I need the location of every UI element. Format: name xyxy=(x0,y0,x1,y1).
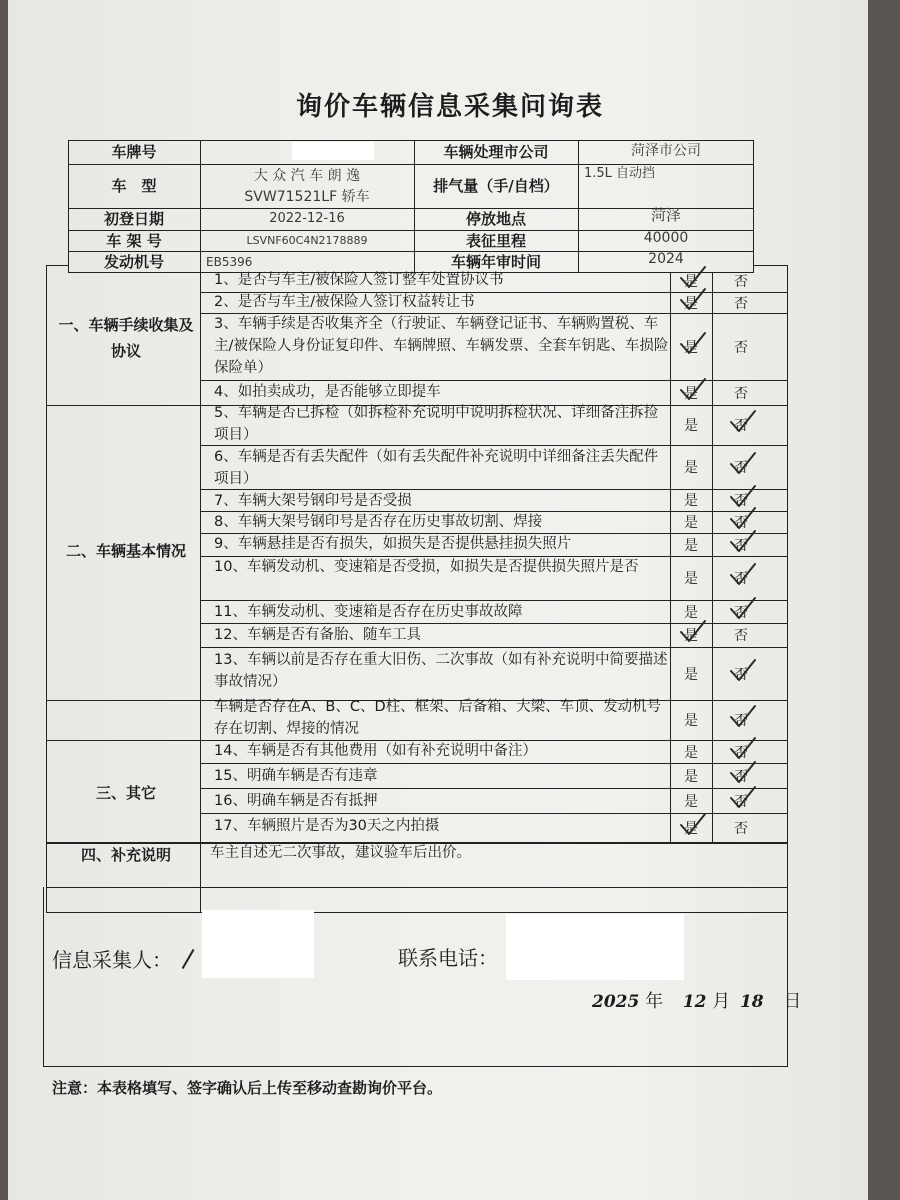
location-label: 停放地点 xyxy=(465,210,526,228)
question-9: 9、车辆悬挂是否有损失，如损失是否提供悬挂损失照片 xyxy=(214,536,572,552)
question-12: 12、车辆是否有备胎、随车工具 xyxy=(214,627,421,643)
question-2: 2、是否与车主/被保险人签订权益转让书 xyxy=(214,294,475,310)
section-3-label: 三、其它 xyxy=(95,784,156,802)
collector-label: 信息采集人： xyxy=(52,948,172,972)
yes-option-6[interactable]: 是 xyxy=(684,460,698,476)
date-year-unit: 年 xyxy=(645,991,664,1012)
question-11: 11、车辆发动机、变速箱是否存在历史事故故障 xyxy=(214,604,523,620)
date-day-unit: 日 xyxy=(783,991,802,1012)
yes-option-5[interactable]: 是 xyxy=(684,418,698,434)
question-16: 16、明确车辆是否有抵押 xyxy=(214,793,378,809)
check-mark-16 xyxy=(728,760,758,786)
yes-option-13[interactable]: 是 xyxy=(684,666,698,683)
no-option-3[interactable]: 否 xyxy=(734,339,748,356)
question-7: 7、车辆大架号钢印号是否受损 xyxy=(214,493,412,509)
question-pillars: 车辆是否存在A、B、C、D柱、框架、后备箱、大梁、车顶、发动机号存在切割、焊接的情况 xyxy=(214,699,662,737)
check-mark-18 xyxy=(678,812,708,838)
date-line xyxy=(592,987,801,1013)
date-year: 2025 xyxy=(592,992,640,1012)
no-option-11[interactable]: 否 xyxy=(734,604,748,621)
no-option-7[interactable]: 否 xyxy=(734,493,748,509)
phone-redaction xyxy=(506,914,684,980)
yes-option-8[interactable]: 是 xyxy=(684,515,698,531)
date-month: 12 xyxy=(682,992,707,1012)
check-mark-5 xyxy=(728,409,758,435)
yes-option-10[interactable]: 是 xyxy=(684,571,698,587)
footer-note: 注意：本表格填写、签字确认后上传至移动查勘询价平台。 xyxy=(52,1079,443,1097)
yes-option-17[interactable]: 是 xyxy=(684,793,698,810)
check-mark-11 xyxy=(728,596,758,622)
no-option-17[interactable]: 否 xyxy=(734,793,748,810)
no-option-13[interactable]: 否 xyxy=(734,666,748,683)
plate-label: 车牌号 xyxy=(111,143,157,161)
no-option-15[interactable]: 否 xyxy=(734,744,748,761)
date-month-unit: 月 xyxy=(712,991,731,1012)
check-mark-13 xyxy=(728,658,758,684)
displacement-value: 1.5L 自动挡 xyxy=(584,166,656,182)
date-day: 18 xyxy=(739,992,764,1012)
no-option-1[interactable]: 否 xyxy=(734,273,748,290)
phone-label: 联系电话： xyxy=(398,946,498,970)
inspection-value: 2024 xyxy=(648,250,684,267)
question-14: 14、车辆是否有其他费用（如有补充说明中备注） xyxy=(214,743,537,759)
model-label: 车 型 xyxy=(111,177,157,195)
no-option-4[interactable]: 否 xyxy=(734,385,748,402)
question-4: 4、如拍卖成功，是否能够立即提车 xyxy=(214,384,441,400)
check-mark-3 xyxy=(678,331,708,357)
check-mark-2 xyxy=(678,287,708,313)
check-mark-15 xyxy=(728,736,758,762)
check-mark-10 xyxy=(728,562,758,588)
section-1-label: 一、车辆手续收集及协议 xyxy=(58,316,194,360)
check-mark-4 xyxy=(678,377,708,403)
no-option-5[interactable]: 否 xyxy=(734,418,748,434)
displacement-label: 排气量（手/自档） xyxy=(433,177,559,195)
question-13: 13、车辆以前是否存在重大旧伤、二次事故（如有补充说明中简要描述事故情况） xyxy=(214,652,668,690)
dealer-value: 菏泽市公司 xyxy=(631,142,701,159)
collector-redaction xyxy=(202,910,314,978)
plate-redaction xyxy=(292,142,374,160)
engine-label: 发动机号 xyxy=(103,253,164,271)
section-4-label: 四、补充说明 xyxy=(80,846,171,864)
check-mark-9 xyxy=(728,529,758,555)
question-6: 6、车辆是否有丢失配件（如有丢失配件补充说明中详细备注丢失配件项目） xyxy=(214,449,659,487)
yes-option-4[interactable]: 是 xyxy=(684,385,698,402)
vin-value: LSVNF60C4N2178889 xyxy=(246,233,368,247)
no-option-18[interactable]: 否 xyxy=(734,821,748,837)
question-1: 1、是否与车主/被保险人签订整车处置协议书 xyxy=(214,272,504,288)
yes-option-7[interactable]: 是 xyxy=(684,493,698,509)
yes-option-15[interactable]: 是 xyxy=(684,744,698,761)
question-8: 8、车辆大架号钢印号是否存在历史事故切割、焊接 xyxy=(214,514,543,530)
model-value-line2: SVW71521LF 轿车 xyxy=(244,188,370,205)
reg-date-label: 初登日期 xyxy=(103,210,164,228)
mileage-label: 表征里程 xyxy=(465,231,526,250)
no-option-6[interactable]: 否 xyxy=(734,460,748,476)
vin-label: 车 架 号 xyxy=(106,231,162,250)
yes-option-3[interactable]: 是 xyxy=(684,339,698,356)
mileage-value: 40000 xyxy=(643,230,689,247)
inspection-label: 车辆年审时间 xyxy=(450,253,541,271)
supplement-text: 车主自述无二次事故，建议验车后出价。 xyxy=(210,845,471,861)
question-10: 10、车辆发动机、变速箱是否受损，如损失是否提供损失照片是否 xyxy=(214,559,639,575)
question-17: 17、车辆照片是否为30天之内拍摄 xyxy=(214,818,440,834)
question-3: 3、车辆手续是否收集齐全（行驶证、车辆登记证书、车辆购置税、车主/被保险人身份证复印件、车辆牌照、车辆发票、全套车钥匙、车损险保险单） xyxy=(214,316,669,376)
check-mark-14 xyxy=(728,704,758,730)
form-title: 询价车辆信息采集问询表 xyxy=(295,92,604,122)
section-2-label: 二、车辆基本情况 xyxy=(65,542,186,560)
check-mark-12 xyxy=(678,619,708,645)
yes-option-1[interactable]: 是 xyxy=(684,273,698,290)
no-option-14[interactable]: 否 xyxy=(734,713,748,729)
no-option-12[interactable]: 否 xyxy=(734,628,748,644)
yes-option-16[interactable]: 是 xyxy=(684,768,698,785)
yes-option-14[interactable]: 是 xyxy=(684,713,698,729)
yes-option-18[interactable]: 是 xyxy=(684,821,698,837)
model-value-line1: 大 众 汽 车 朗 逸 xyxy=(253,167,361,184)
check-mark-6 xyxy=(728,451,758,477)
yes-option-9[interactable]: 是 xyxy=(684,537,698,554)
yes-option-12[interactable]: 是 xyxy=(684,628,698,644)
yes-option-2[interactable]: 是 xyxy=(684,295,698,312)
reg-date-value: 2022-12-16 xyxy=(269,211,345,227)
no-option-10[interactable]: 否 xyxy=(734,571,748,587)
check-mark-17 xyxy=(728,785,758,811)
question-5: 5、车辆是否已拆检（如拆检补充说明中说明拆检状况、详细备注拆捡项目） xyxy=(214,405,659,443)
question-15: 15、明确车辆是否有违章 xyxy=(214,768,378,784)
no-option-9[interactable]: 否 xyxy=(734,537,748,554)
yes-option-11[interactable]: 是 xyxy=(684,604,698,621)
no-option-16[interactable]: 否 xyxy=(734,768,748,785)
dealer-label: 车辆处理市公司 xyxy=(443,143,549,161)
no-option-2[interactable]: 否 xyxy=(734,295,748,312)
engine-value: EB5396 xyxy=(206,254,253,269)
no-option-8[interactable]: 否 xyxy=(734,515,748,531)
location-value: 菏泽 xyxy=(650,206,681,224)
